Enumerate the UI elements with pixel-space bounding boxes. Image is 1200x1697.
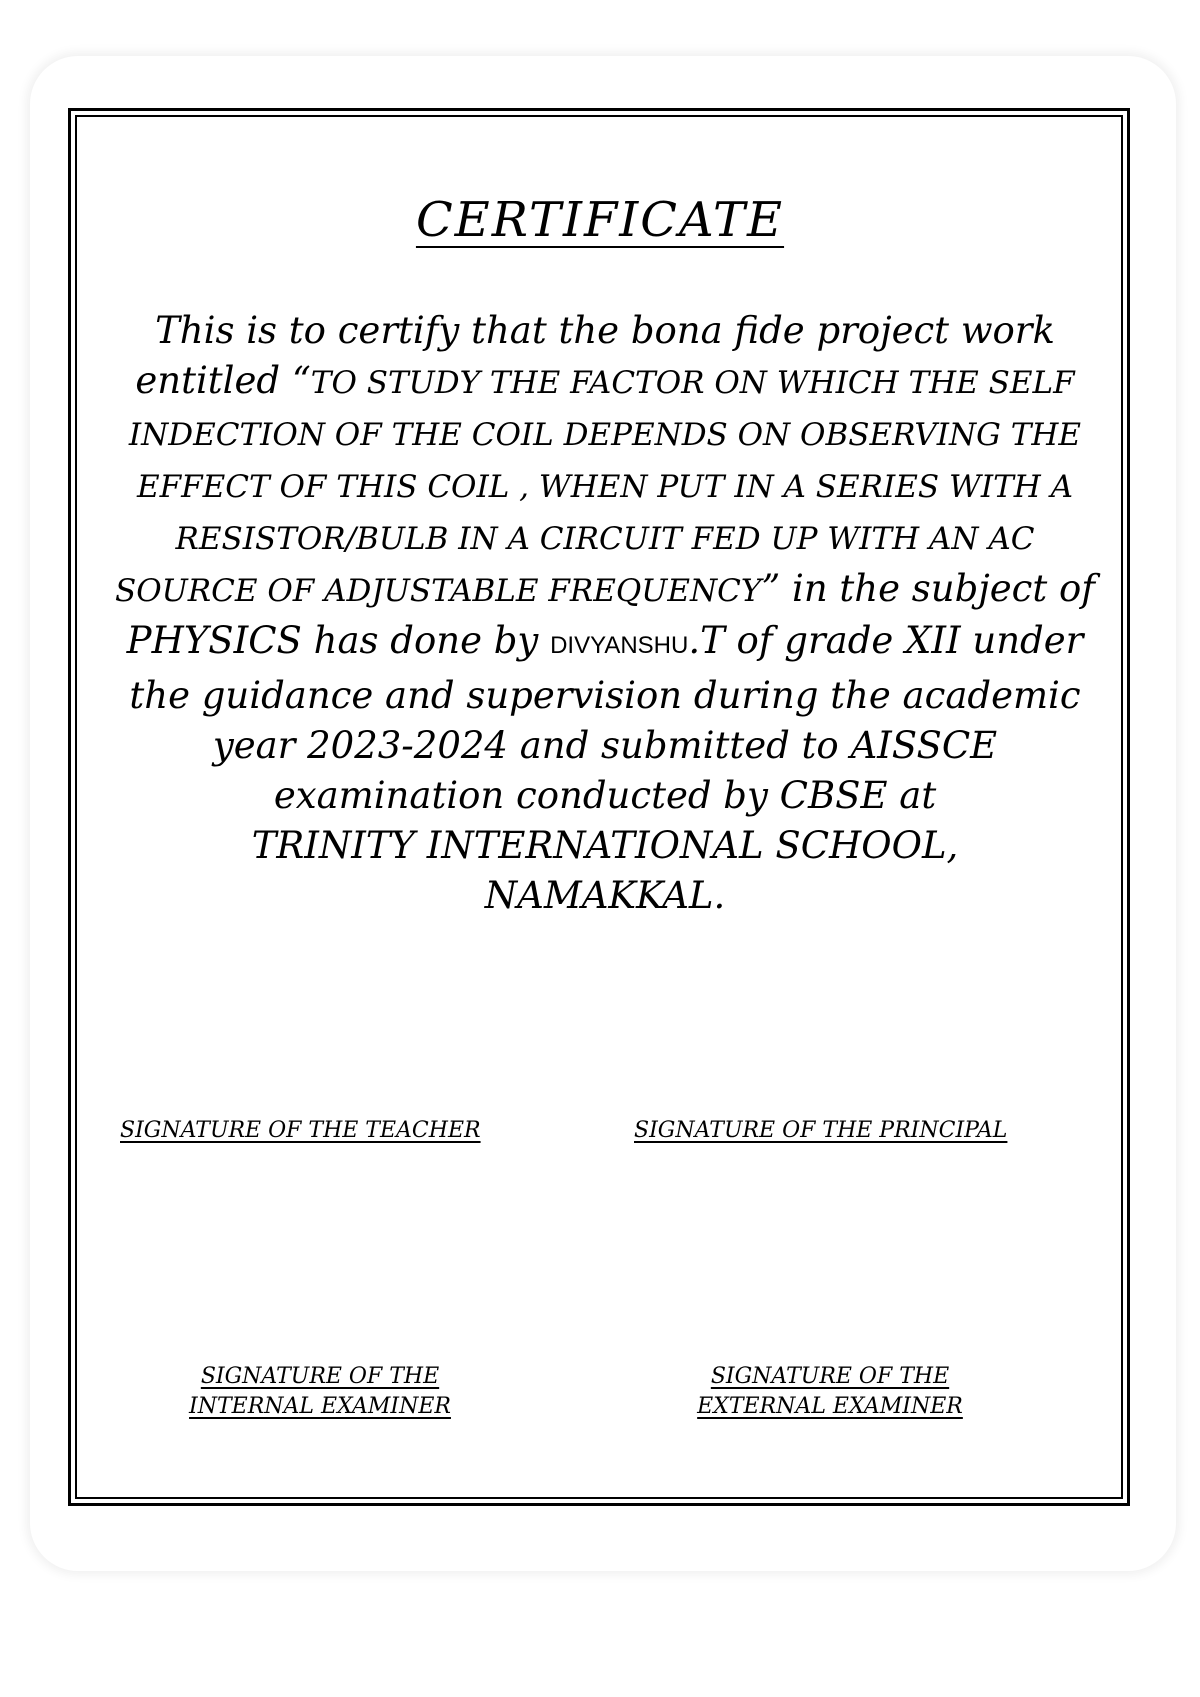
signature-external-line1: SIGNATURE OF THE — [710, 1364, 950, 1389]
school-location: NAMAKKAL. — [484, 874, 726, 917]
body-subject-intro: ” in the subject of — [761, 567, 1095, 610]
project-title: TO STUDY THE FACTOR ON WHICH THE SELF INDECTION OF THE COIL DEPENDS ON OBSERVING THE EFFECT OF THIS COIL , WHEN PUT IN A SERIES WITH A RESISTOR/BULB IN A CIRCUIT FED UP WITH AN AC SOURCE OF ADJUSTABLE FREQUENCY — [115, 365, 1082, 609]
certificate-body — [110, 306, 1100, 921]
signature-internal-line2: INTERNAL EXAMINER — [189, 1394, 451, 1419]
signature-external-line2: EXTERNAL EXAMINER — [697, 1394, 963, 1419]
body-details: .T of grade XII under the guidance and supervision during the academic year 2023-2024 and submitted to AISSCE examination conducted by CBSE at — [129, 619, 1084, 817]
body-done-by: has done by — [301, 619, 551, 662]
signature-external-examiner — [660, 1362, 1000, 1422]
student-name: DIVYANSHU — [550, 632, 689, 659]
signature-teacher: SIGNATURE OF THE TEACHER — [120, 1118, 481, 1143]
subject-name: PHYSICS — [126, 619, 302, 662]
signature-internal-examiner — [150, 1362, 490, 1422]
signature-principal: SIGNATURE OF THE PRINCIPAL — [634, 1118, 1008, 1143]
body-intro: This is to certify that the bona fide project work entitled “ — [135, 309, 1055, 402]
signature-internal-line1: SIGNATURE OF THE — [200, 1364, 440, 1389]
certificate-title: CERTIFICATE — [415, 192, 785, 248]
school-name: TRINITY INTERNATIONAL SCHOOL, — [251, 824, 959, 867]
